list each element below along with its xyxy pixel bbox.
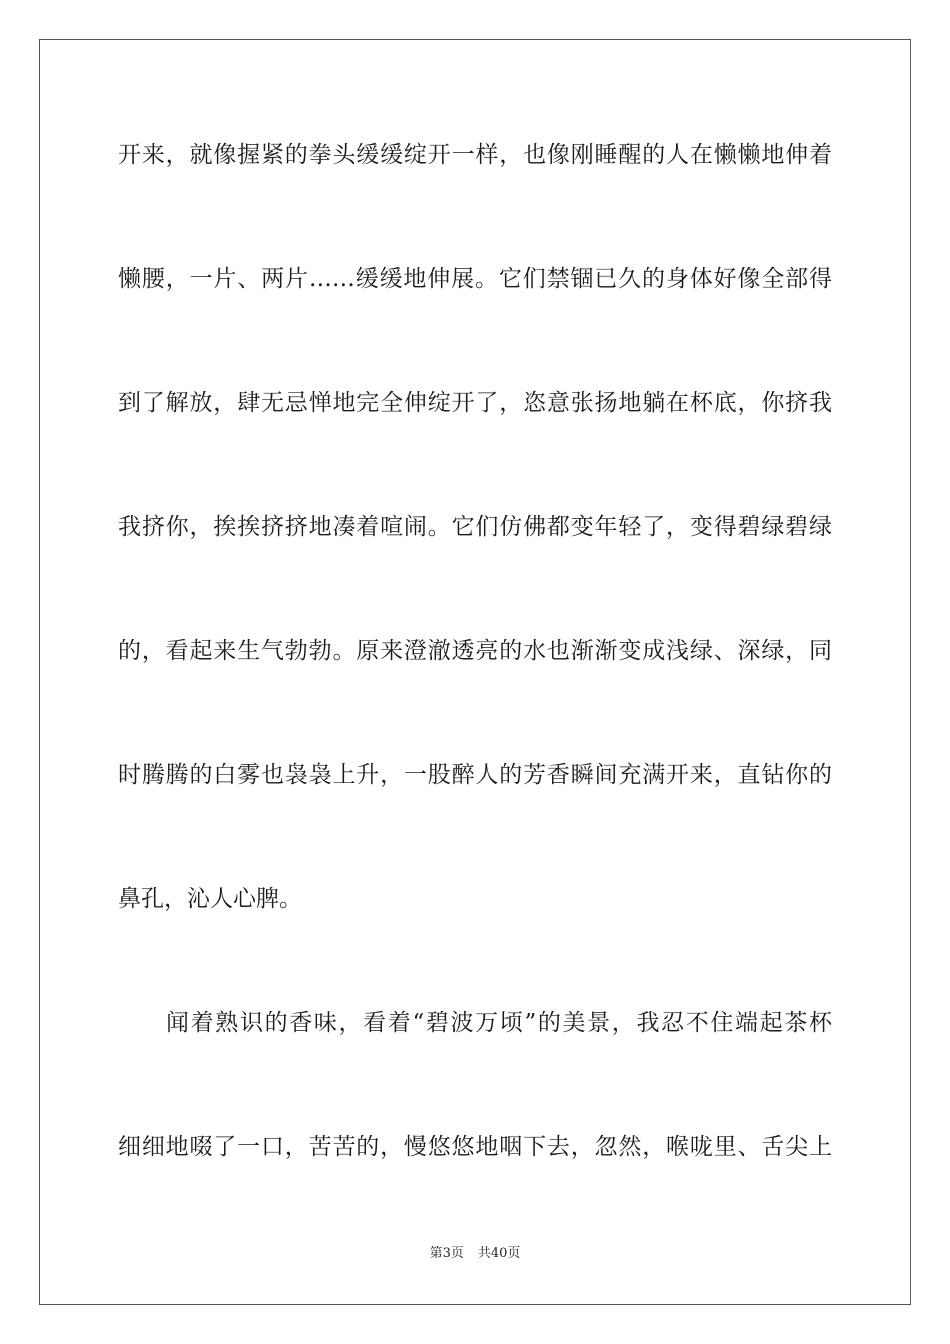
paragraph-line-5: 的，看起来生气勃勃。原来澄澈透亮的水也渐渐变成浅绿、深绿，同 [118,638,832,664]
paragraph-line-6: 时腾腾的白雾也袅袅上升，一股醉人的芳香瞬间充满开来，直钻你的 [118,762,832,788]
page-total: 共40页 [477,1246,521,1261]
page-border [39,39,911,1305]
paragraph-line-4: 我挤你，挨挨挤挤地凑着喧闹。它们仿佛都变年轻了，变得碧绿碧绿 [118,514,832,540]
page-number: 第3页 [429,1246,464,1261]
paragraph-line-2: 懒腰，一片、两片……缓缓地伸展。它们禁锢已久的身体好像全部得 [118,266,832,292]
page-footer [0,1245,950,1263]
paragraph-line-1: 开来，就像握紧的拳头缓缓绽开一样，也像刚睡醒的人在懒懒地伸着 [118,142,832,168]
paragraph-line-7: 鼻孔，沁人心脾。 [118,886,302,912]
paragraph-line-8: 闻着熟识的香味，看着“碧波万顷”的美景，我忍不住端起茶杯 [166,1010,832,1036]
paragraph-line-3: 到了解放，肆无忌惮地完全伸绽开了，恣意张扬地躺在杯底，你挤我 [118,390,832,416]
paragraph-line-9: 细细地啜了一口，苦苦的，慢悠悠地咽下去，忽然，喉咙里、舌尖上 [118,1134,832,1160]
